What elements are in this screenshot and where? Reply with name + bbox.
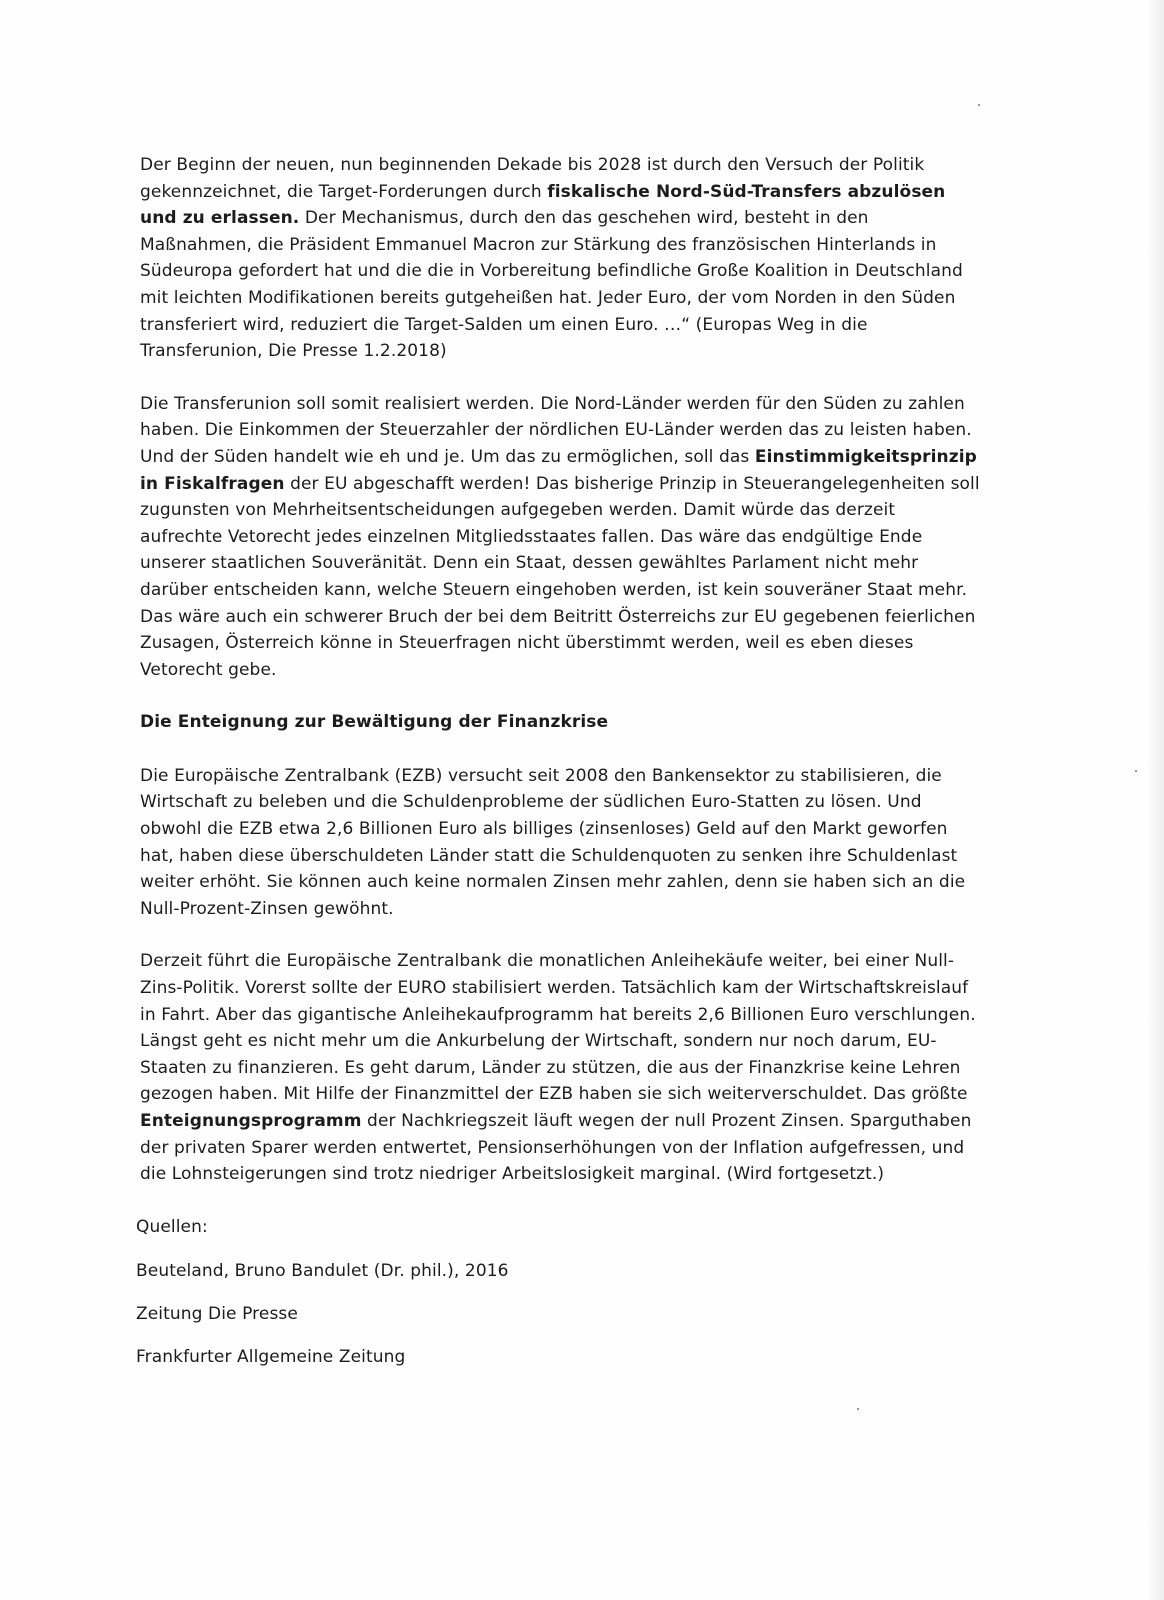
paragraph-text: Der Mechanismus, durch den das geschehen wird, besteht in den Maßnahmen, die Präsident Emmanuel Macron zur Stärkung des französischen Hinterlands in Südeuropa gefordert hat und die die in Vorbereitung befindliche Große Koalition in Deutschland mit leichten Modifikationen bereits gutgeheißen hat. Jeder Euro, der vom Norden in den Süden transferiert wird, reduziert die Target-Salden um einen Euro. …“ (Europas Weg in die Transferunion, Die Presse 1.2.2018) — [140, 208, 963, 362]
paragraph-text: Derzeit führt die Europäische Zentralbank die monatlichen Anleihekäufe weiter, bei einer Null-Zins-Politik. Vorerst sollte der EURO stabilisiert werden. Tatsächlich kam der Wirtschaftskreislauf in Fahrt. Aber das gigantische Anleihekaufprogramm hat bereits 2,6 Billionen Euro verschlungen. Längst geht es nicht mehr um die Ankurbelung der Wirtschaft, sondern nur noch darum, EU-Staaten zu finanzieren. Es geht darum, Länder zu stützen, die aus der Finanzkrise keine Lehren gezogen haben. Mit Hilfe der Finanzmittel der EZB haben sie sich weiterverschuldet. Das größte — [140, 951, 976, 1105]
sources-label: Quellen: — [136, 1216, 208, 1237]
scan-speck — [1135, 770, 1137, 772]
scan-speck — [857, 1408, 859, 1410]
paragraph-text: Die Europäische Zentralbank (EZB) versucht seit 2008 den Bankensektor zu stabilisieren, die Wirtschaft zu beleben und die Schuldenprobleme der südlichen Euro-Statten zu lösen. Und obwohl die EZB etwa 2,6 Billionen Euro als billiges (zinsenloses) Geld auf den Markt geworfen hat, haben diese überschuldeten Länder statt die Schuldenquoten zu senken ihre Schuldenlast weiter erhöht. Sie können auch keine normalen Zinsen mehr zahlen, denn sie haben sich an die Null-Prozent-Zinsen gewöhnt. — [140, 765, 966, 919]
paragraph-ezb — [140, 763, 980, 923]
emphasis-text: Einstimmigkeitsprinzip in Fiskalfragen — [140, 446, 977, 494]
source-item: Frankfurter Allgemeine Zeitung — [136, 1346, 406, 1367]
section-heading: Die Enteignung zur Bewältigung der Finanzkrise — [140, 712, 609, 733]
page-edge-shadow — [1146, 0, 1164, 1600]
document-body — [136, 152, 980, 1386]
paragraph-text: der Nachkriegszeit läuft wegen der null Prozent Zinsen. Sparguthaben der privaten Sparer werden entwertet, Pensionserhöhungen von der Inflation aufgefressen, und die Lohnsteigerungen sind trotz niedriger Arbeitslosigkeit marginal. (Wird fortgesetzt.) — [140, 1111, 972, 1185]
paragraph-transferunion — [140, 391, 980, 684]
emphasis-text: Enteignungsprogramm — [140, 1111, 362, 1131]
paragraph-target-transfers — [140, 152, 980, 365]
paragraph-text: Der Beginn der neuen, nun beginnenden Dekade bis 2028 ist durch den Versuch der Politik gekennzeichnet, die Target-Forderungen durch — [140, 155, 925, 202]
source-item: Zeitung Die Presse — [136, 1303, 298, 1324]
source-item: Beuteland, Bruno Bandulet (Dr. phil.), 2016 — [136, 1261, 509, 1282]
paragraph-anleihekaeufe — [140, 948, 980, 1187]
paragraph-text: der EU abgeschafft werden! Das bisherige Prinzip in Steuerangelegenheiten soll zugunsten von Mehrheitsentscheidungen aufgegeben werden. Damit würde das derzeit aufrechte Vetorecht jedes einzelnen Mitgliedsstaates fallen. Das wäre das endgültige Ende unserer staatlichen Souveränität. Denn ein Staat, dessen gewähltes Parlament nicht mehr darüber entscheiden kann, welche Steuern eingehoben werden, ist kein souveräner Staat mehr. Das wäre auch ein schwerer Bruch der bei dem Beitritt Österreichs zur EU gegebenen feierlichen Zusagen, Österreich könne in Steuerfragen nicht überstimmt werden, weil es eben dieses Vetorecht gebe. — [140, 473, 980, 680]
scan-speck — [978, 104, 980, 106]
paragraph-text: Die Transferunion soll somit realisiert werden. Die Nord-Länder werden für den Süden zu zahlen haben. Die Einkommen der Steuerzahler der nördlichen EU-Länder werden das zu leisten haben. Und der Süden handelt wie eh und je. Um das zu ermöglichen, soll das — [140, 393, 972, 467]
emphasis-text: fiskalische Nord-Süd-Transfers abzulösen und zu erlassen. — [140, 181, 946, 229]
